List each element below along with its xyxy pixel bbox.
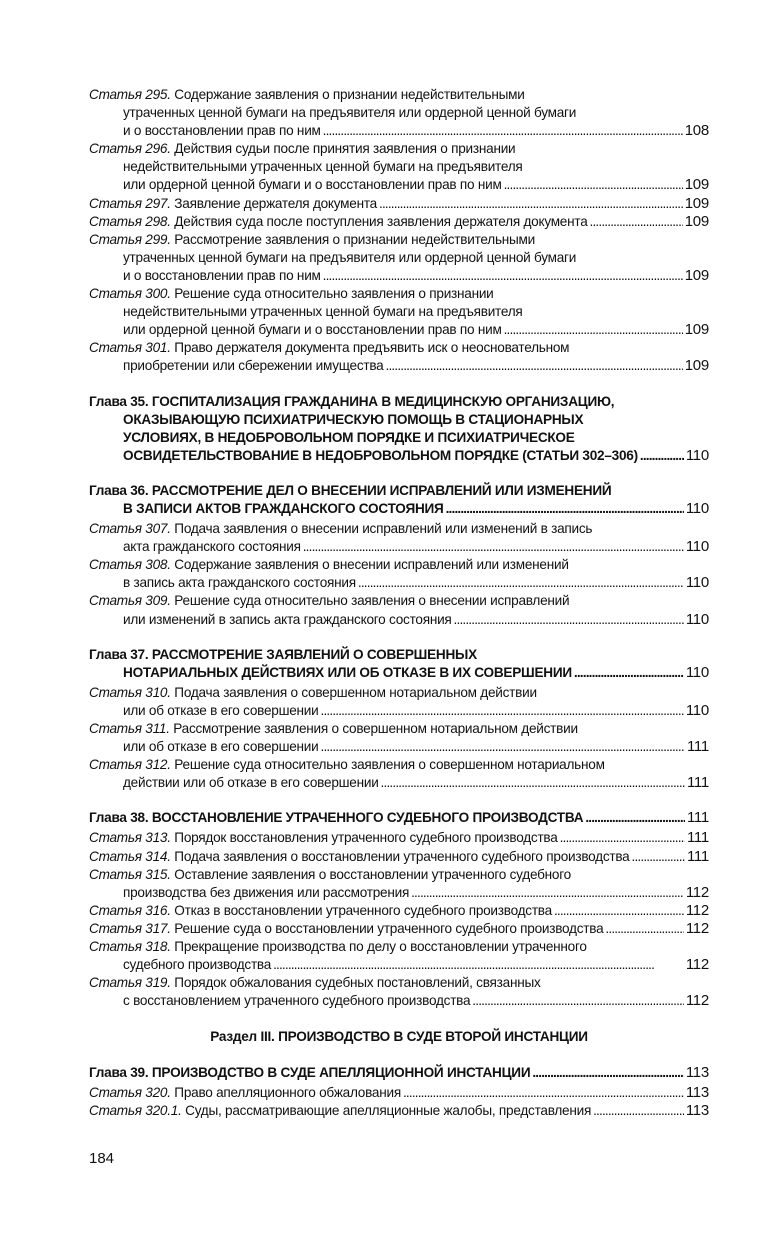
dot-leader <box>303 538 684 556</box>
article-label: Статья 320.1. <box>89 1102 182 1118</box>
entry-text: Подача заявления о внесении исправлений или изменений в запись <box>170 521 593 537</box>
entry-text: судебного производства <box>123 957 272 973</box>
toc-chapter-36 <box>89 482 709 518</box>
page-ref: 110 <box>685 499 709 517</box>
page-ref: 109 <box>684 176 709 194</box>
page-number: 184 <box>89 1150 115 1167</box>
page-ref: 110 <box>685 574 709 592</box>
page-ref: 108 <box>684 122 709 140</box>
toc-entry-article-299 <box>89 231 709 285</box>
entry-text: или ордерной ценной бумаги и о восстановлении прав по ним <box>123 322 502 338</box>
page-ref: 110 <box>685 701 709 719</box>
entry-text: утраченных ценной бумаги на предъявителя или ордерной ценной бумаги <box>123 105 577 121</box>
dot-leader <box>321 702 684 720</box>
page-ref: 112 <box>685 919 709 937</box>
article-label: Статья 299. <box>89 231 171 247</box>
page-ref: 110 <box>685 610 709 628</box>
chapter-title: Глава 36. РАССМОТРЕНИЕ ДЕЛ О ВНЕСЕНИИ ИСПРАВЛЕНИЙ ИЛИ ИЗМЕНЕНИЙ <box>89 482 612 498</box>
chapter-title: Глава 37. РАССМОТРЕНИЕ ЗАЯВЛЕНИЙ О СОВЕРШЕННЫХ <box>89 646 477 662</box>
entry-text: или изменений в запись акта гражданского состояния <box>123 611 452 627</box>
dot-leader <box>273 956 684 974</box>
entry-text: Решение суда относительно заявления о совершенном нотариальном <box>170 757 605 773</box>
entry-text: Прекращение производства по делу о восстановлении утраченного <box>170 939 587 955</box>
entry-text: приобретении или сбережении имущества <box>123 358 384 374</box>
page-ref: 112 <box>685 992 709 1010</box>
dot-leader <box>472 992 684 1010</box>
page-ref: 111 <box>686 738 709 756</box>
article-label: Статья 297. <box>89 195 171 211</box>
entry-text: или об отказе в его совершении <box>123 739 319 755</box>
section-title: Раздел III. ПРОИЗВОДСТВО В СУДЕ ВТОРОЙ ИНСТАНЦИИ <box>210 1029 588 1045</box>
toc-entry-article-307 <box>89 520 709 556</box>
entry-text: Право держателя документа предъявить иск о неосновательном <box>170 340 570 356</box>
dot-leader <box>454 611 684 629</box>
toc-entry-article-297 <box>89 195 709 213</box>
dot-leader <box>504 176 683 194</box>
toc-entry-article-311 <box>89 720 709 756</box>
dot-leader <box>323 122 683 140</box>
dot-leader <box>379 195 683 213</box>
entry-text: производства без движения или рассмотрения <box>123 884 410 900</box>
article-label: Статья 295. <box>89 87 171 102</box>
dot-leader <box>554 902 684 920</box>
dot-leader <box>574 664 684 682</box>
chapter-title: УСЛОВИЯХ, В НЕДОБРОВОЛЬНОМ ПОРЯДКЕ И ПСИХИАТРИЧЕСКОЕ <box>123 429 575 445</box>
toc-entry-article-296 <box>89 140 709 194</box>
entry-text: или об отказе в его совершении <box>123 702 319 718</box>
entry-text: или ордерной ценной бумаги и о восстановлении прав по ним <box>123 177 502 193</box>
page-ref: 109 <box>684 357 709 375</box>
chapter-title: НОТАРИАЛЬНЫХ ДЕЙСТВИЯХ ИЛИ ОБ ОТКАЗЕ В ИХ СОВЕРШЕНИИ <box>123 664 572 680</box>
entry-text: Оставление заявления о восстановлении утраченного судебного <box>170 866 571 882</box>
article-label: Статья 312. <box>89 757 171 773</box>
entry-text: недействительными утраченных ценной бумаги на предъявителя <box>123 159 523 175</box>
page-ref: 111 <box>686 847 709 865</box>
toc-entry-article-320 <box>89 1084 709 1102</box>
entry-text: Действия судьи после принятия заявления о признании <box>170 141 516 157</box>
toc-entry-article-320-1 <box>89 1102 709 1120</box>
toc-entry-article-295 <box>89 86 709 140</box>
entry-text: Решение суда о восстановлении утраченного судебного производства <box>170 920 604 936</box>
entry-text: с восстановлением утраченного судебного производства <box>123 993 471 1009</box>
article-label: Статья 308. <box>89 557 171 573</box>
page-ref: 109 <box>684 194 709 212</box>
dot-leader <box>358 574 684 592</box>
page-ref: 110 <box>685 538 709 556</box>
page-ref: 111 <box>686 809 709 827</box>
entry-text: Порядок восстановления утраченного судебного производства <box>170 830 558 846</box>
dot-leader <box>605 920 683 938</box>
dot-leader <box>411 884 684 902</box>
dot-leader <box>532 1064 683 1082</box>
article-label: Статья 300. <box>89 286 171 302</box>
toc-chapter-35 <box>89 393 709 465</box>
dot-leader <box>632 848 685 866</box>
dot-leader <box>403 1084 684 1102</box>
entry-text: Рассмотрение заявления о совершенном нотариальном действии <box>169 721 578 736</box>
page-ref: 112 <box>685 883 709 901</box>
chapter-title: Глава 39. ПРОИЗВОДСТВО В СУДЕ АПЕЛЛЯЦИОННОЙ ИНСТАНЦИИ <box>89 1064 531 1080</box>
entry-text: и о восстановлении прав по ним <box>123 267 321 283</box>
chapter-title: Глава 38. ВОССТАНОВЛЕНИЕ УТРАЧЕННОГО СУДЕБНОГО ПРОИЗВОДСТВА <box>89 810 584 826</box>
toc-entry-article-315 <box>89 866 709 902</box>
page-ref: 110 <box>685 446 709 464</box>
toc-entry-article-312 <box>89 756 709 792</box>
page-ref: 113 <box>685 1101 709 1119</box>
dot-leader <box>590 213 683 231</box>
article-label: Статья 317. <box>89 920 171 936</box>
entry-text: Право апелляционного обжалования <box>170 1084 401 1100</box>
entry-text: Содержание заявления о признании недействительными <box>170 87 525 102</box>
toc-entry-article-300 <box>89 285 709 339</box>
chapter-title: Глава 35. ГОСПИТАЛИЗАЦИЯ ГРАЖДАНИНА В МЕДИЦИНСКУЮ ОРГАНИЗАЦИЮ, <box>89 393 615 409</box>
dot-leader <box>381 774 685 792</box>
table-of-contents <box>89 86 709 1120</box>
article-label: Статья 298. <box>89 213 171 229</box>
dot-leader <box>640 447 684 465</box>
toc-entry-article-314 <box>89 848 709 866</box>
toc-entry-article-318 <box>89 938 709 974</box>
dot-leader <box>321 738 685 756</box>
article-label: Статья 311. <box>89 721 170 736</box>
entry-text: Подача заявления о совершенном нотариальном действии <box>170 684 537 700</box>
entry-text: утраченных ценной бумаги на предъявителя или ордерной ценной бумаги <box>123 249 577 265</box>
page-ref: 112 <box>685 956 709 974</box>
entry-text: Рассмотрение заявления о признании недействительными <box>170 231 535 247</box>
article-label: Статья 309. <box>89 593 171 609</box>
toc-entry-article-313 <box>89 829 709 847</box>
entry-text: Суды, рассматривающие апелляционные жалобы, представления <box>181 1102 592 1118</box>
dot-leader <box>504 321 683 339</box>
page-ref: 111 <box>686 829 709 847</box>
toc-chapter-38 <box>89 809 709 827</box>
page-ref: 109 <box>684 321 709 339</box>
entry-text: Порядок обжалования судебных постановлений, связанных <box>170 975 541 991</box>
toc-entry-article-317 <box>89 920 709 938</box>
toc-entry-article-319 <box>89 974 709 1010</box>
article-label: Статья 301. <box>89 340 171 356</box>
chapter-title: В ЗАПИСИ АКТОВ ГРАЖДАНСКОГО СОСТОЯНИЯ <box>123 500 444 516</box>
toc-entry-article-308 <box>89 556 709 592</box>
toc-entry-article-298 <box>89 213 709 231</box>
article-label: Статья 319. <box>89 975 171 991</box>
article-label: Статья 314. <box>89 848 171 864</box>
article-label: Статья 313. <box>89 830 171 846</box>
article-label: Статья 310. <box>89 684 171 700</box>
entry-text: Содержание заявления о внесении исправлений или изменений <box>170 557 569 573</box>
entry-text: недействительными утраченных ценной бумаги на предъявителя <box>123 304 523 320</box>
toc-entry-article-316 <box>89 902 709 920</box>
page-ref: 110 <box>685 663 709 681</box>
page-ref: 109 <box>684 212 709 230</box>
page-ref: 113 <box>685 1063 709 1081</box>
page-ref: 111 <box>686 774 709 792</box>
article-label: Статья 316. <box>89 902 171 918</box>
page-ref: 109 <box>684 266 709 284</box>
article-label: Статья 307. <box>89 521 171 537</box>
entry-text: Отказ в восстановлении утраченного судебного производства <box>170 902 552 918</box>
dot-leader <box>446 500 684 518</box>
dot-leader <box>386 357 683 375</box>
dot-leader <box>593 1102 684 1120</box>
article-label: Статья 296. <box>89 141 171 157</box>
entry-text: Решение суда относительно заявления о внесении исправлений <box>170 593 570 609</box>
entry-text: акта гражданского состояния <box>123 539 301 555</box>
entry-text: Заявление держателя документа <box>170 195 377 211</box>
toc-entry-article-301 <box>89 339 709 375</box>
page-ref: 112 <box>685 901 709 919</box>
toc-chapter-39 <box>89 1064 709 1082</box>
article-label: Статья 315. <box>89 866 171 882</box>
article-label: Статья 318. <box>89 939 171 955</box>
dot-leader <box>323 267 683 285</box>
chapter-title: ОКАЗЫВАЮЩУЮ ПСИХИАТРИЧЕСКУЮ ПОМОЩЬ В СТАЦИОНАРНЫХ <box>123 411 584 427</box>
entry-text: в запись акта гражданского состояния <box>123 575 356 591</box>
entry-text: Действия суда после поступления заявления держателя документа <box>170 213 588 229</box>
dot-leader <box>585 809 685 827</box>
dot-leader <box>560 829 685 847</box>
entry-text: Решение суда относительно заявления о признании <box>170 286 494 302</box>
entry-text: и о восстановлении прав по ним <box>123 123 321 139</box>
toc-entry-article-310 <box>89 684 709 720</box>
chapter-title: ОСВИДЕТЕЛЬСТВОВАНИЕ В НЕДОБРОВОЛЬНОМ ПОРЯДКЕ (СТАТЬИ 302–306) <box>123 447 638 463</box>
page-ref: 113 <box>685 1083 709 1101</box>
entry-text: Подача заявления о восстановлении утраченного судебного производства <box>170 848 630 864</box>
toc-entry-article-309 <box>89 592 709 628</box>
toc-chapter-37 <box>89 646 709 682</box>
article-label: Статья 320. <box>89 1084 171 1100</box>
entry-text: действии или об отказе в его совершении <box>123 775 379 791</box>
